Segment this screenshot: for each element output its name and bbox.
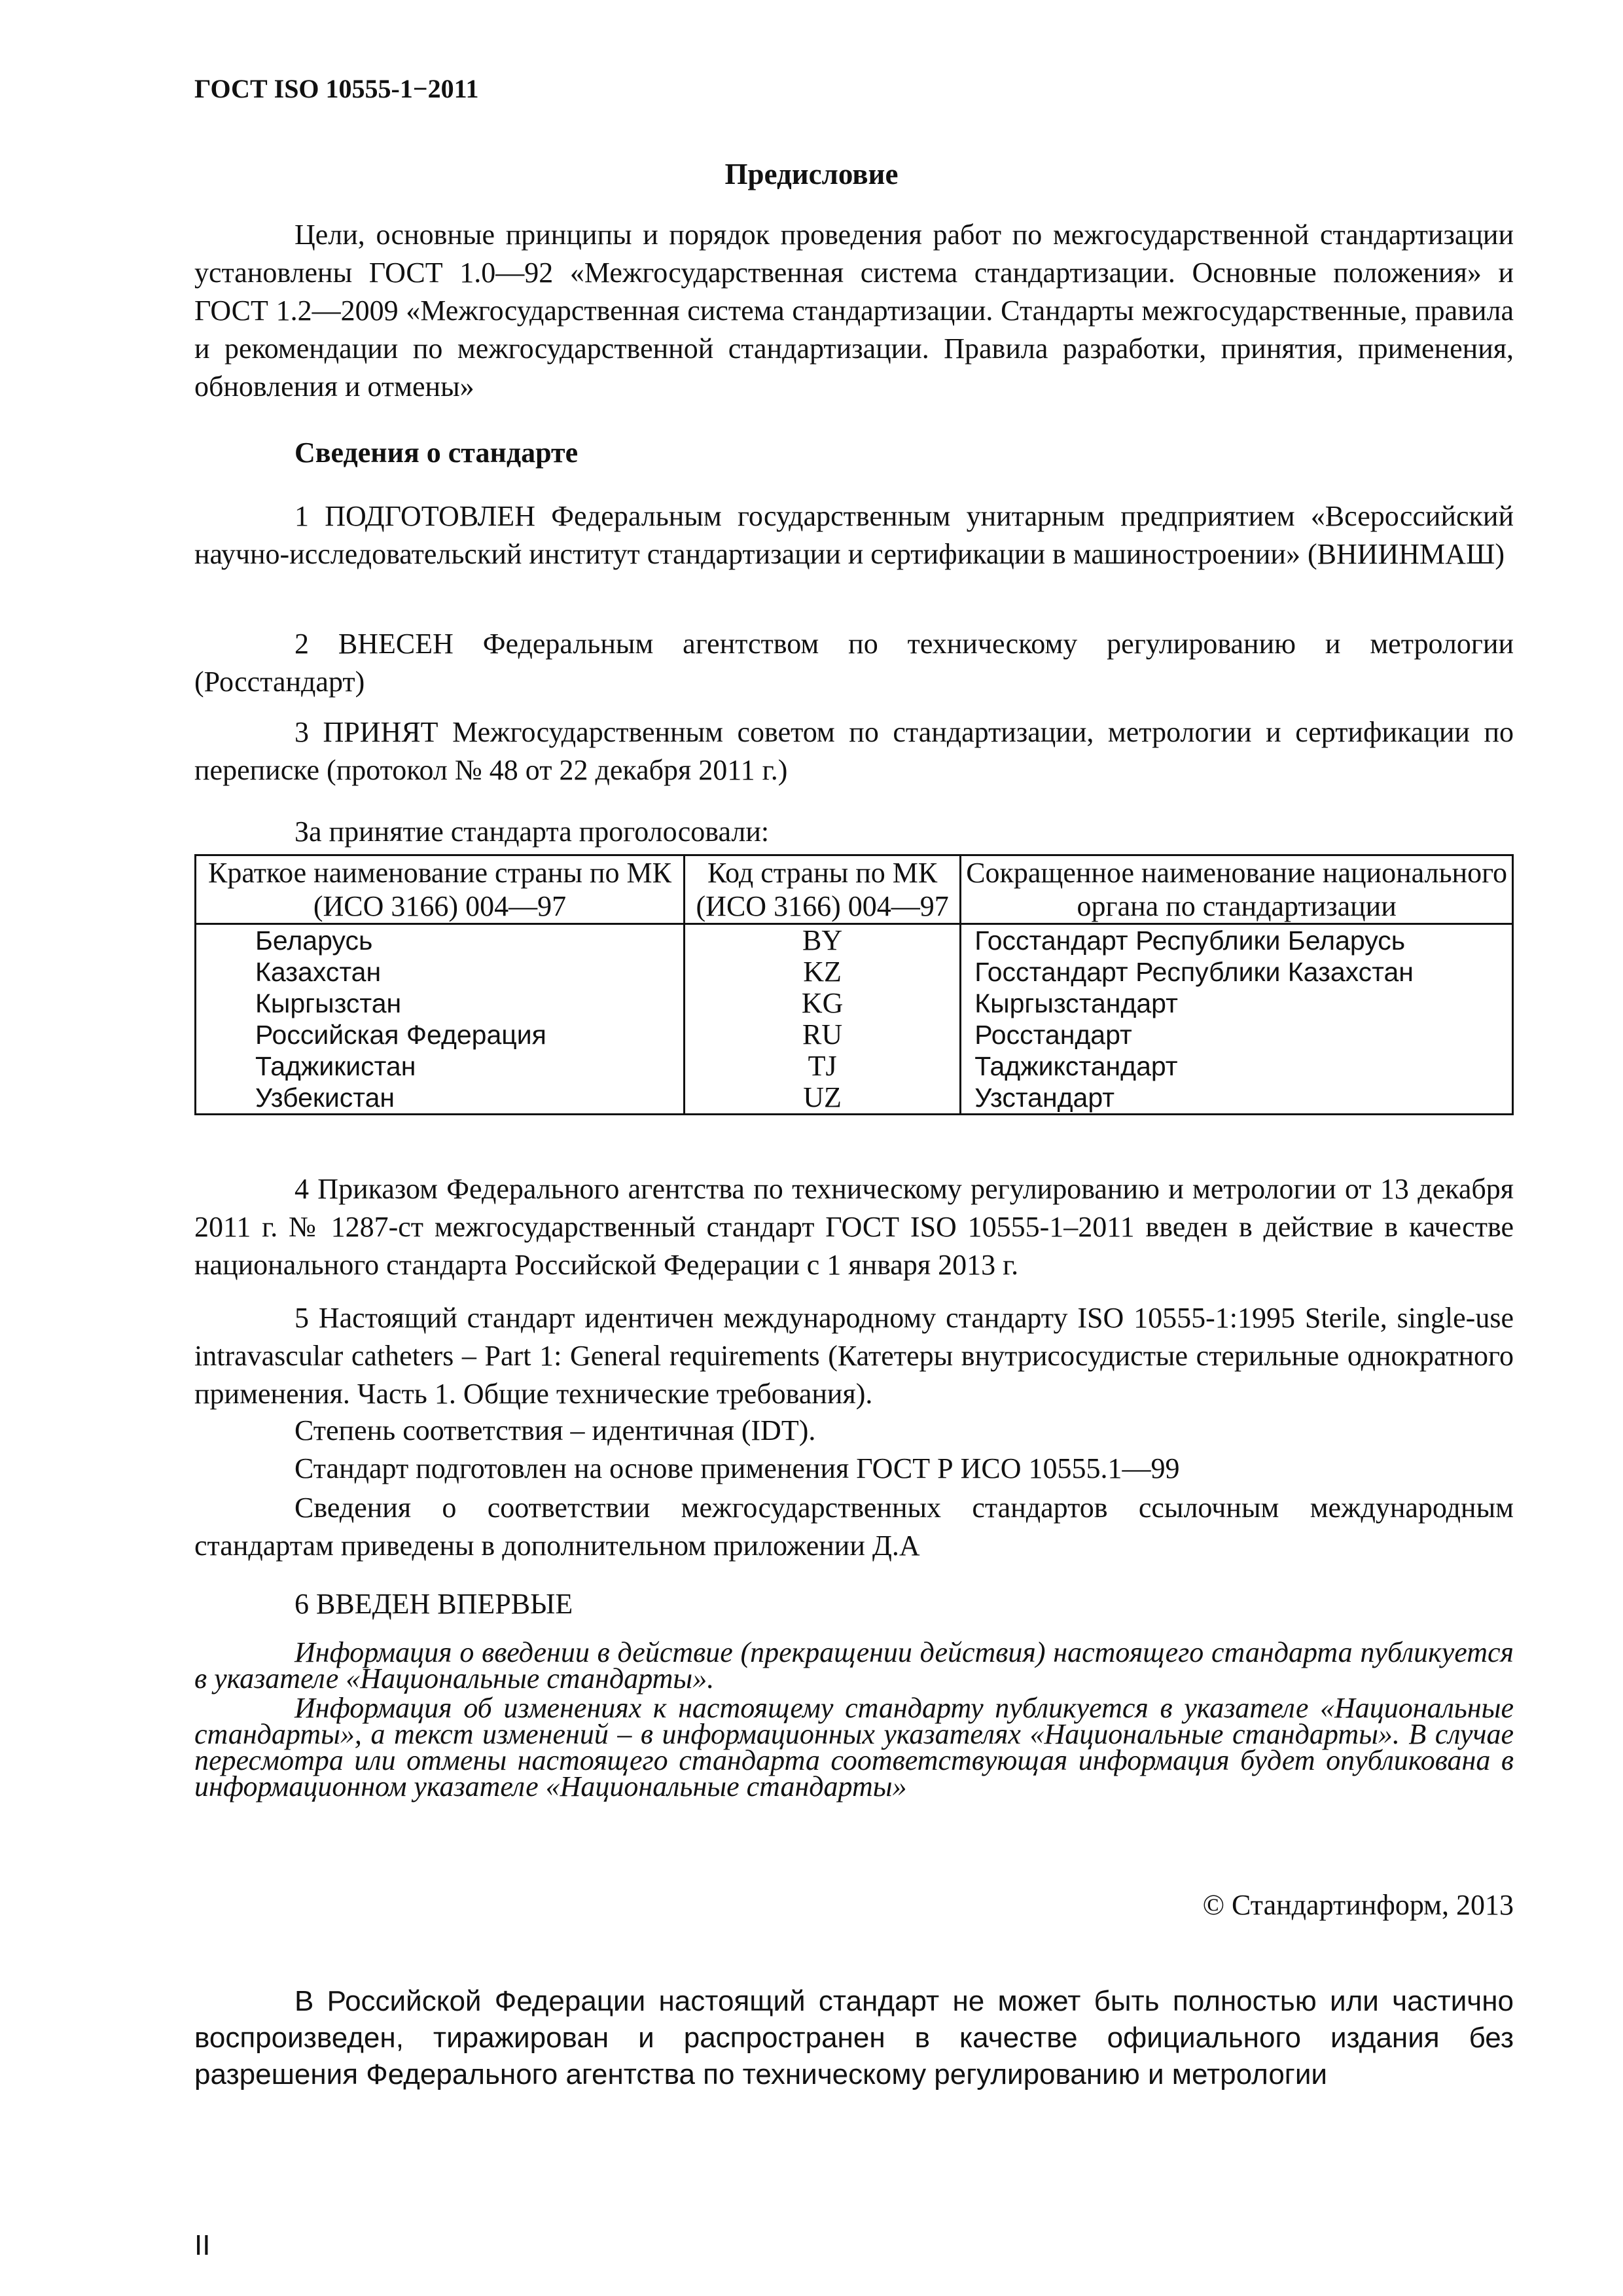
info-paragraph-1: Информация о введении в действие (прекращении действия) настоящего стандарта публикуется в указателе «Национальные стандарты».: [194, 1636, 1514, 1695]
country-name: Беларусь: [196, 924, 685, 957]
standards-body: Кыргызстандарт: [961, 988, 1513, 1019]
table-row: [196, 1050, 1513, 1082]
item-6: 6 ВВЕДЕН ВПЕРВЫЕ: [294, 1588, 573, 1620]
table-row: [196, 1082, 1513, 1115]
document-header: ГОСТ ISO 10555-1−2011: [194, 74, 479, 103]
info-paragraph-2: Информация об изменениях к настоящему стандарту публикуется в указателе «Национальные стандарты», а текст изменений – в информационных указателях «Национальные стандарты». В случае пересмотра или отмены настоящего стандарта соответствующая информация будет опубликована в информационном указателе «Национальные стандарты»: [194, 1692, 1514, 1803]
column-header-country: Краткое наименование страны по МК (ИСО 3166) 004—97: [196, 855, 685, 924]
standards-body: Таджикстандарт: [961, 1050, 1513, 1082]
standards-body: Узстандарт: [961, 1082, 1513, 1115]
table-row: [196, 924, 1513, 957]
item-3: 3 ПРИНЯТ Межгосударственным советом по стандартизации, метрологии и сертификации по переписке (протокол № 48 от 22 декабря 2011 г.): [194, 716, 1514, 786]
table-row: [196, 1019, 1513, 1050]
country-code: KG: [684, 988, 960, 1019]
table-header-row: [196, 855, 1513, 924]
conformity-text: Степень соответствия – идентичная (IDT).: [294, 1414, 816, 1446]
standards-body: Госстандарт Республики Казахстан: [961, 956, 1513, 988]
country-name: Кыргызстан: [196, 988, 685, 1019]
page-title: Предисловие: [724, 158, 899, 190]
country-name: Российская Федерация: [196, 1019, 685, 1050]
country-code: RU: [684, 1019, 960, 1050]
table-row: [196, 988, 1513, 1019]
references-text: Сведения о соответствии межгосударственных стандартов ссылочным международным стандартам приведены в дополнительном приложении Д.А: [194, 1492, 1514, 1562]
countries-table: [194, 854, 1514, 1115]
item-5: 5 Настоящий стандарт идентичен международному стандарту ISO 10555-1:1995 Sterile, single-use intravascular catheters – Part 1: General requirements (Катетеры внутрисосудистые стерильные однократного применения. Часть 1. Общие технические требования).: [194, 1302, 1514, 1410]
table-row: [196, 956, 1513, 988]
item-2: 2 ВНЕСЕН Федеральным агентством по техническому регулированию и метрологии (Росстандарт): [194, 628, 1514, 698]
voted-caption: За принятие стандарта проголосовали:: [294, 816, 770, 848]
country-code: KZ: [684, 956, 960, 988]
copyright: © Стандартинформ, 2013: [1202, 1889, 1514, 1921]
standards-body: Росстандарт: [961, 1019, 1513, 1050]
item-4: 4 Приказом Федерального агентства по техническому регулированию и метрологии от 13 декабря 2011 г. № 1287-ст межгосударственный стандарт ГОСТ ISO 10555-1–2011 введен в действие в качестве национального стандарта Российской Федерации с 1 января 2013 г.: [194, 1173, 1514, 1281]
basis-text: Стандарт подготовлен на основе применения ГОСТ Р ИСО 10555.1—99: [294, 1452, 1180, 1484]
country-code: BY: [684, 924, 960, 957]
standards-body: Госстандарт Республики Беларусь: [961, 924, 1513, 957]
column-header-code: Код страны по МК (ИСО 3166) 004—97: [684, 855, 960, 924]
reproduction-notice: В Российской Федерации настоящий стандарт не может быть полностью или частично воспроизведен, тиражирован и распространен в качестве официального издания без разрешения Федерального агентства по техническому регулированию и метрологии: [194, 1985, 1514, 2090]
country-code: TJ: [684, 1050, 960, 1082]
item-1: 1 ПОДГОТОВЛЕН Федеральным государственным унитарным предприятием «Всероссийский научно-исследовательский институт стандартизации и сертификации в машиностроении» (ВНИИНМАШ): [194, 500, 1514, 570]
country-name: Казахстан: [196, 956, 685, 988]
page-number: II: [194, 2229, 211, 2261]
country-name: Таджикистан: [196, 1050, 685, 1082]
intro-paragraph: Цели, основные принципы и порядок проведения работ по межгосударственной стандартизации установлены ГОСТ 1.0—92 «Межгосударственная система стандартизации. Основные положения» и ГОСТ 1.2—2009 «Межгосударственная система стандартизации. Стандарты межгосударственные, правила и рекомендации по межгосударственной стандартизации. Правила разработки, принятия, применения, обновления и отмены»: [194, 219, 1514, 403]
country-name: Узбекистан: [196, 1082, 685, 1115]
country-code: UZ: [684, 1082, 960, 1115]
section-subtitle: Сведения о стандарте: [294, 437, 579, 469]
column-header-body: Сокращенное наименование национального органа по стандартизации: [961, 855, 1513, 924]
